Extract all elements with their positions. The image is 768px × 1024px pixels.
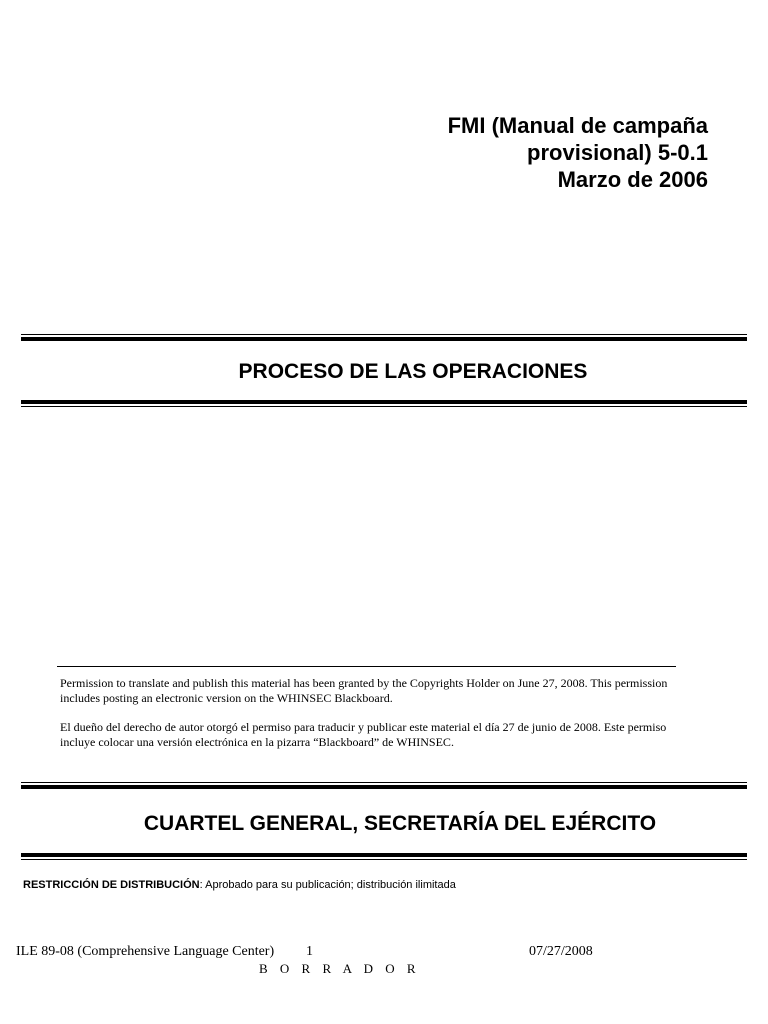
distribution-statement [23,879,456,891]
distribution-label: RESTRICCIÓN DE DISTRIBUCIÓN [23,879,200,891]
footer-draft-label: B O R R A D O R [259,961,421,976]
footer-page-number: 1 [306,944,313,959]
manual-date: Marzo de 2006 [557,167,708,192]
permission-notice-spanish [60,720,680,750]
title-top-rule-thin [21,334,747,335]
title-top-rule-thick [21,337,747,341]
footer-date: 07/27/2008 [529,944,593,959]
hq-bottom-rule-thin [21,859,747,860]
manual-designation-line-1: FMI (Manual de campaña [447,113,708,138]
permission-text-english: Permission to translate and publish this material has been granted by the Copyrights Holder on June 27, 2008. This permission includes posting an electronic version on the WHINSEC Blackboard. [60,676,668,705]
headquarters-title: CUARTEL GENERAL, SECRETARÍA DEL EJÉRCITO [143,812,657,835]
distribution-text: : Aprobado para su publicación; distribución ilimitada [199,879,456,891]
permission-notice-english [60,676,680,706]
permission-rule [57,666,676,667]
manual-designation [448,112,708,193]
document-title: PROCESO DE LAS OPERACIONES [238,360,588,383]
title-bottom-rule-thick [21,400,747,404]
footer-document-id: ILE 89-08 (Comprehensive Language Center) [16,944,275,959]
title-bottom-rule-thin [21,406,747,407]
manual-designation-line-2: provisional) 5-0.1 [527,140,708,165]
hq-bottom-rule-thick [21,853,747,857]
hq-top-rule-thick [21,785,747,789]
hq-top-rule-thin [21,782,747,783]
permission-text-spanish: El dueño del derecho de autor otorgó el permiso para traducir y publicar este material el día 27 de junio de 2008. Este permiso incluye colocar una versión electrónica en la pizarra “Blackboard” de WHINSEC. [60,720,667,749]
